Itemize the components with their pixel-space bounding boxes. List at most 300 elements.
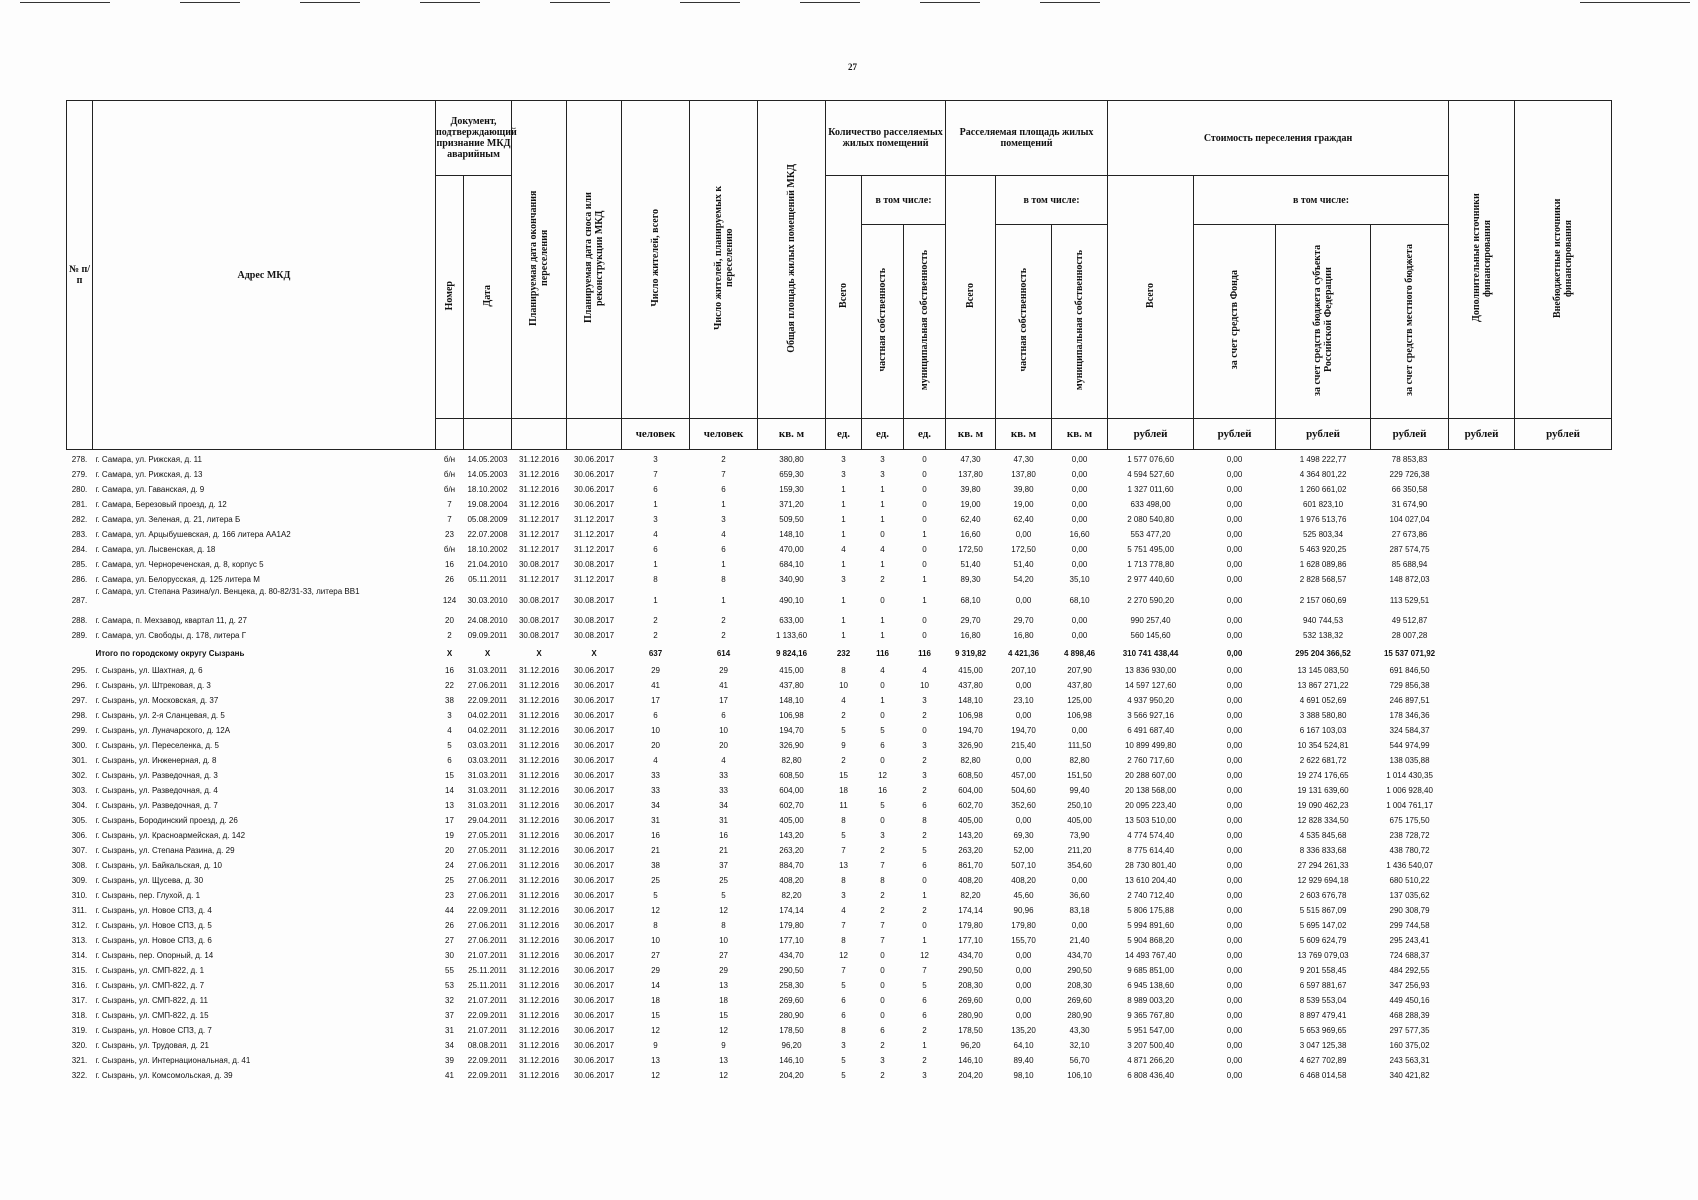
cell-cost-subject: 532 138,32 <box>1303 631 1344 640</box>
cell-cost-local: 544 974,99 <box>1389 741 1430 750</box>
cell-premises-private: 0 <box>880 711 885 720</box>
cell-planned-demolition: 30.06.2017 <box>573 485 615 494</box>
cell-planned-demolition: 30.06.2017 <box>573 906 615 915</box>
cell-residents-total: 12 <box>651 1071 660 1080</box>
cell-cost-additional <box>1449 1008 1515 1023</box>
cell-area-municipal: 0,00 <box>1071 726 1088 735</box>
cell-cost-additional <box>1449 978 1515 993</box>
cell-cost-fund: 0,00 <box>1226 726 1243 735</box>
cell-cost-local: 27 673,86 <box>1391 530 1428 539</box>
cell-premises-private: 0 <box>880 951 885 960</box>
cell-planned-end: 31.12.2016 <box>518 470 560 479</box>
cell-area-municipal: 73,90 <box>1069 831 1090 840</box>
cell-cost-extra-budget <box>1515 450 1612 468</box>
cell-premises-private: 3 <box>880 470 885 479</box>
cell-cost-fund: 0,00 <box>1226 906 1243 915</box>
cell-area-municipal: 106,98 <box>1067 711 1092 720</box>
cell-cost-extra-budget <box>1515 933 1612 948</box>
cell-cost-fund: 0,00 <box>1226 756 1243 765</box>
cell-cost-local: 691 846,50 <box>1389 666 1430 675</box>
cell-cost-extra-budget <box>1515 542 1612 557</box>
cell-cost-extra-budget <box>1515 572 1612 587</box>
cell-cost-subject: 5 653 969,65 <box>1299 1026 1347 1035</box>
cell-doc-date: 05.08.2009 <box>467 515 508 524</box>
table-row <box>67 813 1612 828</box>
cell-area-municipal: 269,60 <box>1067 996 1092 1005</box>
scan-artifact-line <box>800 2 860 3</box>
cell-area-private: 89,40 <box>1013 1056 1034 1065</box>
cell-cost-extra-budget <box>1515 768 1612 783</box>
cell-cost-total: 13 503 510,00 <box>1124 816 1177 825</box>
cell-doc-number: 23 <box>445 530 454 539</box>
cell-premises-municipal: 6 <box>922 861 927 870</box>
cell-cost-extra-budget <box>1515 783 1612 798</box>
cell-residents-total: 20 <box>651 741 660 750</box>
cell-cost-total: 310 741 438,44 <box>1122 648 1179 658</box>
cell-planned-demolition: 30.06.2017 <box>573 786 615 795</box>
cell-doc-number: 124 <box>442 595 457 605</box>
cell-cost-additional <box>1449 723 1515 738</box>
cell-residents-total: 1 <box>653 595 658 605</box>
cell-address: г. Самара, ул. Чернореченская, д. 8, корпус 5 <box>95 560 264 569</box>
cell-cost-fund: 0,00 <box>1226 696 1243 705</box>
cell-doc-number: 34 <box>445 1041 454 1050</box>
cell-cost-local: 85 688,94 <box>1391 560 1428 569</box>
header-premises-municipal: муниципальная собственность <box>904 225 946 419</box>
cell-residents-total: 3 <box>653 455 658 464</box>
cell-planned-demolition: 30.08.2017 <box>573 616 615 625</box>
cell-planned-demolition: 30.06.2017 <box>573 1071 615 1080</box>
cell-row-number: 303. <box>71 786 88 795</box>
cell-premises-total: 10 <box>839 681 848 690</box>
cell-residents-total: 6 <box>653 711 658 720</box>
cell-premises-private: 1 <box>880 631 885 640</box>
cell-cost-local: 340 421,82 <box>1389 1071 1430 1080</box>
cell-address: г. Сызрань, ул. Степана Разина, д. 29 <box>95 846 235 855</box>
cell-area-total: 280,90 <box>958 1011 983 1020</box>
cell-cost-subject: 5 609 624,79 <box>1299 936 1347 945</box>
cell-doc-number: 55 <box>445 966 454 975</box>
cell-cost-subject: 2 603 676,78 <box>1299 891 1347 900</box>
cell-area-municipal: 290,50 <box>1067 966 1092 975</box>
resettlement-table-wrapper <box>66 100 1611 1083</box>
cell-address: г. Самара, п. Мехзавод, квартал 11, д. 27 <box>95 616 247 625</box>
cell-residents-planned: 8 <box>721 575 726 584</box>
cell-residents-total: 33 <box>651 786 660 795</box>
cell-row-number: 289. <box>71 631 88 640</box>
cell-cost-local: 238 728,72 <box>1389 831 1430 840</box>
cell-cost-fund: 0,00 <box>1226 876 1243 885</box>
header-cost: Стоимость переселения граждан <box>1108 101 1449 176</box>
cell-doc-number: 20 <box>445 616 454 625</box>
cell-cost-total: 5 904 868,20 <box>1127 936 1174 945</box>
cell-cost-local: 299 744,58 <box>1389 921 1430 930</box>
cell-area-private: 39,80 <box>1013 485 1034 494</box>
cell-premises-municipal: 1 <box>922 891 927 900</box>
cell-doc-date: 09.09.2011 <box>467 631 508 640</box>
cell-cost-subject: 6 597 881,67 <box>1299 981 1347 990</box>
cell-address: г. Сызрань, ул. СМП-822, д. 7 <box>95 981 205 990</box>
cell-area-municipal: 0,00 <box>1071 631 1088 640</box>
cell-premises-municipal: 0 <box>922 470 927 479</box>
cell-cost-subject: 1 976 513,76 <box>1299 515 1347 524</box>
cell-premises-private: 6 <box>880 741 885 750</box>
cell-premises-total: 15 <box>839 771 848 780</box>
cell-row-number: 298. <box>71 711 88 720</box>
header-num: № п/п <box>67 101 93 450</box>
cell-cost-subject: 12 929 694,18 <box>1297 876 1349 885</box>
header-unit: рублей <box>1276 419 1371 450</box>
cell-residents-planned: 13 <box>719 1056 728 1065</box>
cell-total-area: 82,20 <box>781 891 802 900</box>
cell-row-number: 280. <box>71 485 88 494</box>
cell-cost-local: 243 563,31 <box>1389 1056 1430 1065</box>
cell-area-total: 177,10 <box>958 936 983 945</box>
cell-planned-end: 30.08.2017 <box>518 616 560 625</box>
cell-residents-total: 17 <box>651 696 660 705</box>
cell-total-area: 9 824,16 <box>775 648 808 658</box>
cell-total-area: 602,70 <box>779 801 804 810</box>
cell-premises-total: 2 <box>841 756 846 765</box>
cell-residents-planned: 5 <box>721 891 726 900</box>
cell-cost-fund: 0,00 <box>1226 1041 1243 1050</box>
cell-doc-number: 3 <box>447 711 452 720</box>
cell-premises-total: 1 <box>841 530 846 539</box>
cell-doc-date: 04.02.2011 <box>467 726 508 735</box>
cell-doc-date: 21.07.2011 <box>467 996 508 1005</box>
cell-premises-private: 2 <box>880 575 885 584</box>
cell-cost-subject: 1 498 222,77 <box>1299 455 1347 464</box>
cell-address: г. Самара, ул. Свободы, д. 178, литера Г <box>95 631 247 640</box>
table-row <box>67 843 1612 858</box>
cell-area-private: 457,00 <box>1011 771 1036 780</box>
cell-premises-private: 116 <box>876 648 889 658</box>
cell-cost-subject: 5 515 867,09 <box>1299 906 1347 915</box>
cell-planned-end: 31.12.2016 <box>518 756 560 765</box>
cell-total-area: 380,80 <box>779 455 804 464</box>
cell-premises-total: 12 <box>839 951 848 960</box>
cell-area-municipal: 211,20 <box>1067 846 1092 855</box>
cell-planned-end: 31.12.2016 <box>518 666 560 675</box>
cell-premises-private: 3 <box>880 455 885 464</box>
cell-total-area: 263,20 <box>779 846 804 855</box>
cell-premises-total: 8 <box>841 876 846 885</box>
cell-residents-total: 1 <box>653 500 658 509</box>
cell-cost-local: 675 175,50 <box>1389 816 1430 825</box>
cell-premises-total: 13 <box>839 861 848 870</box>
cell-cost-extra-budget <box>1515 978 1612 993</box>
cell-total-area: 490,10 <box>779 595 804 605</box>
cell-premises-total: 5 <box>841 1071 846 1080</box>
cell-cost-additional <box>1449 482 1515 497</box>
cell-premises-municipal: 2 <box>922 756 927 765</box>
cell-cost-local: 347 256,93 <box>1389 981 1430 990</box>
cell-address: г. Сызрань, ул. Трудовая, д. 21 <box>95 1041 209 1050</box>
cell-cost-fund: 0,00 <box>1226 996 1243 1005</box>
cell-premises-municipal: 0 <box>922 500 927 509</box>
cell-area-private: 0,00 <box>1015 966 1032 975</box>
cell-doc-date: 14.05.2003 <box>467 455 508 464</box>
cell-doc-number: 16 <box>445 560 454 569</box>
cell-area-total: 208,30 <box>958 981 983 990</box>
cell-cost-subject: 19 274 176,65 <box>1297 771 1349 780</box>
cell-area-total: 19,00 <box>960 500 981 509</box>
cell-area-total: 434,70 <box>958 951 983 960</box>
cell-residents-total: 31 <box>651 816 660 825</box>
cell-residents-planned: 9 <box>721 1041 726 1050</box>
cell-area-total: 290,50 <box>958 966 983 975</box>
cell-area-private: 16,80 <box>1013 631 1034 640</box>
cell-cost-subject: 8 336 833,68 <box>1299 846 1347 855</box>
cell-cost-subject: 3 388 580,80 <box>1299 711 1347 720</box>
header-residents-total: Число жителей, всего <box>622 101 690 419</box>
table-row <box>67 693 1612 708</box>
cell-area-private: 135,20 <box>1011 1026 1036 1035</box>
cell-residents-total: 2 <box>653 631 658 640</box>
cell-cost-total: 1 577 076,60 <box>1127 455 1174 464</box>
header-resettled-area: Расселяемая площадь жилых помещений <box>946 101 1108 176</box>
cell-premises-total: 1 <box>841 500 846 509</box>
cell-cost-extra-budget <box>1515 613 1612 628</box>
cell-cost-local: 324 584,37 <box>1389 726 1430 735</box>
cell-residents-total: 25 <box>651 876 660 885</box>
cell-cost-local: 297 577,35 <box>1389 1026 1430 1035</box>
cell-cost-subject: 4 691 052,69 <box>1299 696 1347 705</box>
cell-area-private: 98,10 <box>1013 1071 1034 1080</box>
cell-doc-number: б/н <box>443 470 456 479</box>
cell-premises-total: 11 <box>839 801 848 810</box>
scan-artifact-line <box>420 2 480 3</box>
cell-area-private: 19,00 <box>1013 500 1034 509</box>
cell-area-municipal: 43,30 <box>1069 1026 1090 1035</box>
cell-planned-demolition: 30.06.2017 <box>573 771 615 780</box>
cell-cost-additional <box>1449 628 1515 643</box>
cell-area-total: 602,70 <box>958 801 983 810</box>
cell-cost-subject: 6 167 103,03 <box>1299 726 1347 735</box>
cell-total-area: 340,90 <box>779 575 804 584</box>
cell-doc-number: 32 <box>445 996 454 1005</box>
cell-premises-private: 6 <box>880 1026 885 1035</box>
cell-planned-demolition: 30.06.2017 <box>573 981 615 990</box>
cell-residents-total: 9 <box>653 1041 658 1050</box>
cell-cost-local: 229 726,38 <box>1389 470 1430 479</box>
cell-cost-additional <box>1449 527 1515 542</box>
cell-row-number <box>67 643 93 663</box>
cell-cost-additional <box>1449 888 1515 903</box>
cell-address: г. Сызрань, ул. Красноармейская, д. 142 <box>95 831 246 840</box>
table-row <box>67 873 1612 888</box>
cell-premises-total: 9 <box>841 741 846 750</box>
cell-row-number: 284. <box>71 545 88 554</box>
cell-cost-total: 5 951 547,00 <box>1127 1026 1174 1035</box>
cell-residents-planned: 1 <box>721 595 726 605</box>
cell-row-number: 279. <box>71 470 88 479</box>
cell-cost-local: 295 243,41 <box>1389 936 1430 945</box>
cell-cost-fund: 0,00 <box>1226 631 1243 640</box>
cell-doc-date: 22.07.2008 <box>467 530 508 539</box>
cell-planned-end: 31.12.2017 <box>518 575 560 584</box>
cell-area-total: 82,80 <box>960 756 981 765</box>
cell-residents-total: 27 <box>651 951 660 960</box>
header-unit: ед. <box>862 419 904 450</box>
cell-doc-date: 27.06.2011 <box>467 876 508 885</box>
cell-doc-date: 22.09.2011 <box>467 1056 508 1065</box>
cell-residents-planned: 29 <box>719 666 728 675</box>
cell-cost-local: 104 027,04 <box>1389 515 1430 524</box>
cell-doc-number: 19 <box>445 831 454 840</box>
cell-area-total: 82,20 <box>960 891 981 900</box>
cell-residents-planned: 6 <box>721 545 726 554</box>
cell-planned-end: 31.12.2016 <box>518 1071 560 1080</box>
cell-premises-municipal: 12 <box>920 951 929 960</box>
cell-premises-municipal: 2 <box>922 906 927 915</box>
cell-planned-end: 31.12.2016 <box>518 891 560 900</box>
cell-row-number: 317. <box>71 996 88 1005</box>
cell-premises-private: 1 <box>880 560 885 569</box>
cell-cost-total: 10 899 499,80 <box>1124 741 1177 750</box>
cell-cost-total: 20 138 568,00 <box>1124 786 1177 795</box>
header-cost-fund: за счет средств Фонда <box>1194 225 1276 419</box>
cell-cost-total: 1 327 011,60 <box>1127 485 1174 494</box>
cell-cost-subject: 13 867 271,22 <box>1297 681 1349 690</box>
cell-residents-planned: 1 <box>721 560 726 569</box>
cell-cost-total: 2 270 590,20 <box>1127 595 1174 605</box>
header-area-total: Всего <box>946 176 996 419</box>
cell-premises-municipal: 3 <box>922 741 927 750</box>
cell-premises-total: 3 <box>841 455 846 464</box>
cell-residents-planned: 6 <box>721 485 726 494</box>
cell-doc-date: 27.06.2011 <box>467 861 508 870</box>
cell-address: г. Сызрань, ул. Комсомольская, д. 39 <box>95 1071 233 1080</box>
cell-planned-end: 31.12.2016 <box>518 786 560 795</box>
table-row <box>67 1023 1612 1038</box>
cell-cost-subject: 13 145 083,50 <box>1297 666 1349 675</box>
cell-cost-additional <box>1449 873 1515 888</box>
cell-planned-demolition: 30.06.2017 <box>573 500 615 509</box>
header-extra-budget-sources: Внебюджетные источники финансирования <box>1515 101 1612 419</box>
cell-total-area: 106,98 <box>779 711 804 720</box>
cell-area-total: 178,50 <box>958 1026 983 1035</box>
cell-doc-date: 27.06.2011 <box>467 936 508 945</box>
cell-cost-total: 8 989 003,20 <box>1127 996 1174 1005</box>
cell-address: г. Сызрань, ул. Байкальская, д. 10 <box>95 861 222 870</box>
cell-cost-extra-budget <box>1515 963 1612 978</box>
table-row <box>67 783 1612 798</box>
cell-doc-number: 41 <box>445 1071 454 1080</box>
table-row <box>67 613 1612 628</box>
cell-cost-fund: 0,00 <box>1226 891 1243 900</box>
cell-cost-fund: 0,00 <box>1226 936 1243 945</box>
header-premises-total: Всего <box>826 176 862 419</box>
cell-cost-total: 1 713 778,80 <box>1127 560 1174 569</box>
cell-total-area: 280,90 <box>779 1011 804 1020</box>
cell-planned-demolition: 30.06.2017 <box>573 696 615 705</box>
cell-total-area: 633,00 <box>779 616 804 625</box>
table-row <box>67 587 1612 613</box>
cell-cost-total: 13 610 204,40 <box>1124 876 1177 885</box>
cell-residents-total: 8 <box>653 921 658 930</box>
cell-area-municipal: 0,00 <box>1071 485 1088 494</box>
cell-address: г. Самара, ул. Зеленая, д. 21, литера Б <box>95 515 241 524</box>
cell-cost-subject: 5 695 147,02 <box>1299 921 1347 930</box>
cell-premises-private: 1 <box>880 515 885 524</box>
cell-row-number: 322. <box>71 1071 88 1080</box>
cell-cost-total: 13 836 930,00 <box>1124 666 1177 675</box>
cell-planned-end: 30.08.2017 <box>518 560 560 569</box>
cell-planned-demolition: 30.06.2017 <box>573 936 615 945</box>
cell-row-number: 310. <box>71 891 88 900</box>
cell-residents-total: 38 <box>651 861 660 870</box>
cell-row-number: 281. <box>71 500 88 509</box>
cell-premises-private: 0 <box>880 966 885 975</box>
cell-area-municipal: 56,70 <box>1069 1056 1090 1065</box>
cell-area-municipal: 68,10 <box>1069 595 1090 605</box>
table-row <box>67 738 1612 753</box>
cell-cost-subject: 6 468 014,58 <box>1299 1071 1347 1080</box>
cell-planned-end: 30.08.2017 <box>518 595 560 605</box>
cell-cost-subject: 27 294 261,33 <box>1297 861 1349 870</box>
cell-cost-additional <box>1449 783 1515 798</box>
cell-residents-total: 637 <box>648 648 663 658</box>
cell-area-total: 148,10 <box>958 696 983 705</box>
cell-area-total: 174,14 <box>958 906 983 915</box>
cell-cost-extra-budget <box>1515 1053 1612 1068</box>
cell-doc-date: 14.05.2003 <box>467 470 508 479</box>
cell-premises-municipal: 2 <box>922 786 927 795</box>
cell-doc-date: 18.10.2002 <box>467 545 508 554</box>
cell-cost-extra-budget <box>1515 467 1612 482</box>
cell-area-total: 16,80 <box>960 631 981 640</box>
header-unit: кв. м <box>758 419 826 450</box>
cell-doc-number: 27 <box>445 936 454 945</box>
table-row <box>67 450 1612 468</box>
cell-residents-planned: 13 <box>719 981 728 990</box>
cell-area-total: 608,50 <box>958 771 983 780</box>
cell-residents-planned: 20 <box>719 741 728 750</box>
cell-area-total: 269,60 <box>958 996 983 1005</box>
cell-premises-private: 4 <box>880 545 885 554</box>
cell-cost-fund: 0,00 <box>1226 595 1243 605</box>
scan-artifact-line <box>1040 2 1100 3</box>
cell-premises-total: 5 <box>841 831 846 840</box>
cell-premises-total: 8 <box>841 936 846 945</box>
cell-cost-local: 438 780,72 <box>1389 846 1430 855</box>
table-row <box>67 768 1612 783</box>
cell-address: г. Самара, ул. Рижская, д. 13 <box>95 470 203 479</box>
cell-residents-planned: 21 <box>719 846 728 855</box>
cell-cost-extra-budget <box>1515 708 1612 723</box>
cell-cost-total: 6 491 687,40 <box>1127 726 1174 735</box>
cell-area-municipal: 36,60 <box>1069 891 1090 900</box>
cell-cost-local: 113 529,51 <box>1389 595 1430 605</box>
cell-doc-date: 27.05.2011 <box>467 831 508 840</box>
cell-area-private: 51,40 <box>1013 560 1034 569</box>
cell-area-private: 215,40 <box>1011 741 1036 750</box>
cell-cost-extra-budget <box>1515 497 1612 512</box>
header-area-private: частная собственность <box>996 225 1052 419</box>
cell-planned-end: 31.12.2016 <box>518 500 560 509</box>
table-row <box>67 497 1612 512</box>
cell-total-area: 415,00 <box>779 666 804 675</box>
cell-cost-total: 28 730 801,40 <box>1124 861 1177 870</box>
cell-cost-subject: 8 897 479,41 <box>1299 1011 1347 1020</box>
cell-doc-date: 30.03.2010 <box>467 595 508 605</box>
cell-cost-local: 31 674,90 <box>1391 500 1428 509</box>
cell-cost-local: 680 510,22 <box>1389 876 1430 885</box>
cell-area-private: 4 421,36 <box>1007 648 1040 658</box>
cell-cost-additional <box>1449 542 1515 557</box>
cell-residents-total: 13 <box>651 1056 660 1065</box>
